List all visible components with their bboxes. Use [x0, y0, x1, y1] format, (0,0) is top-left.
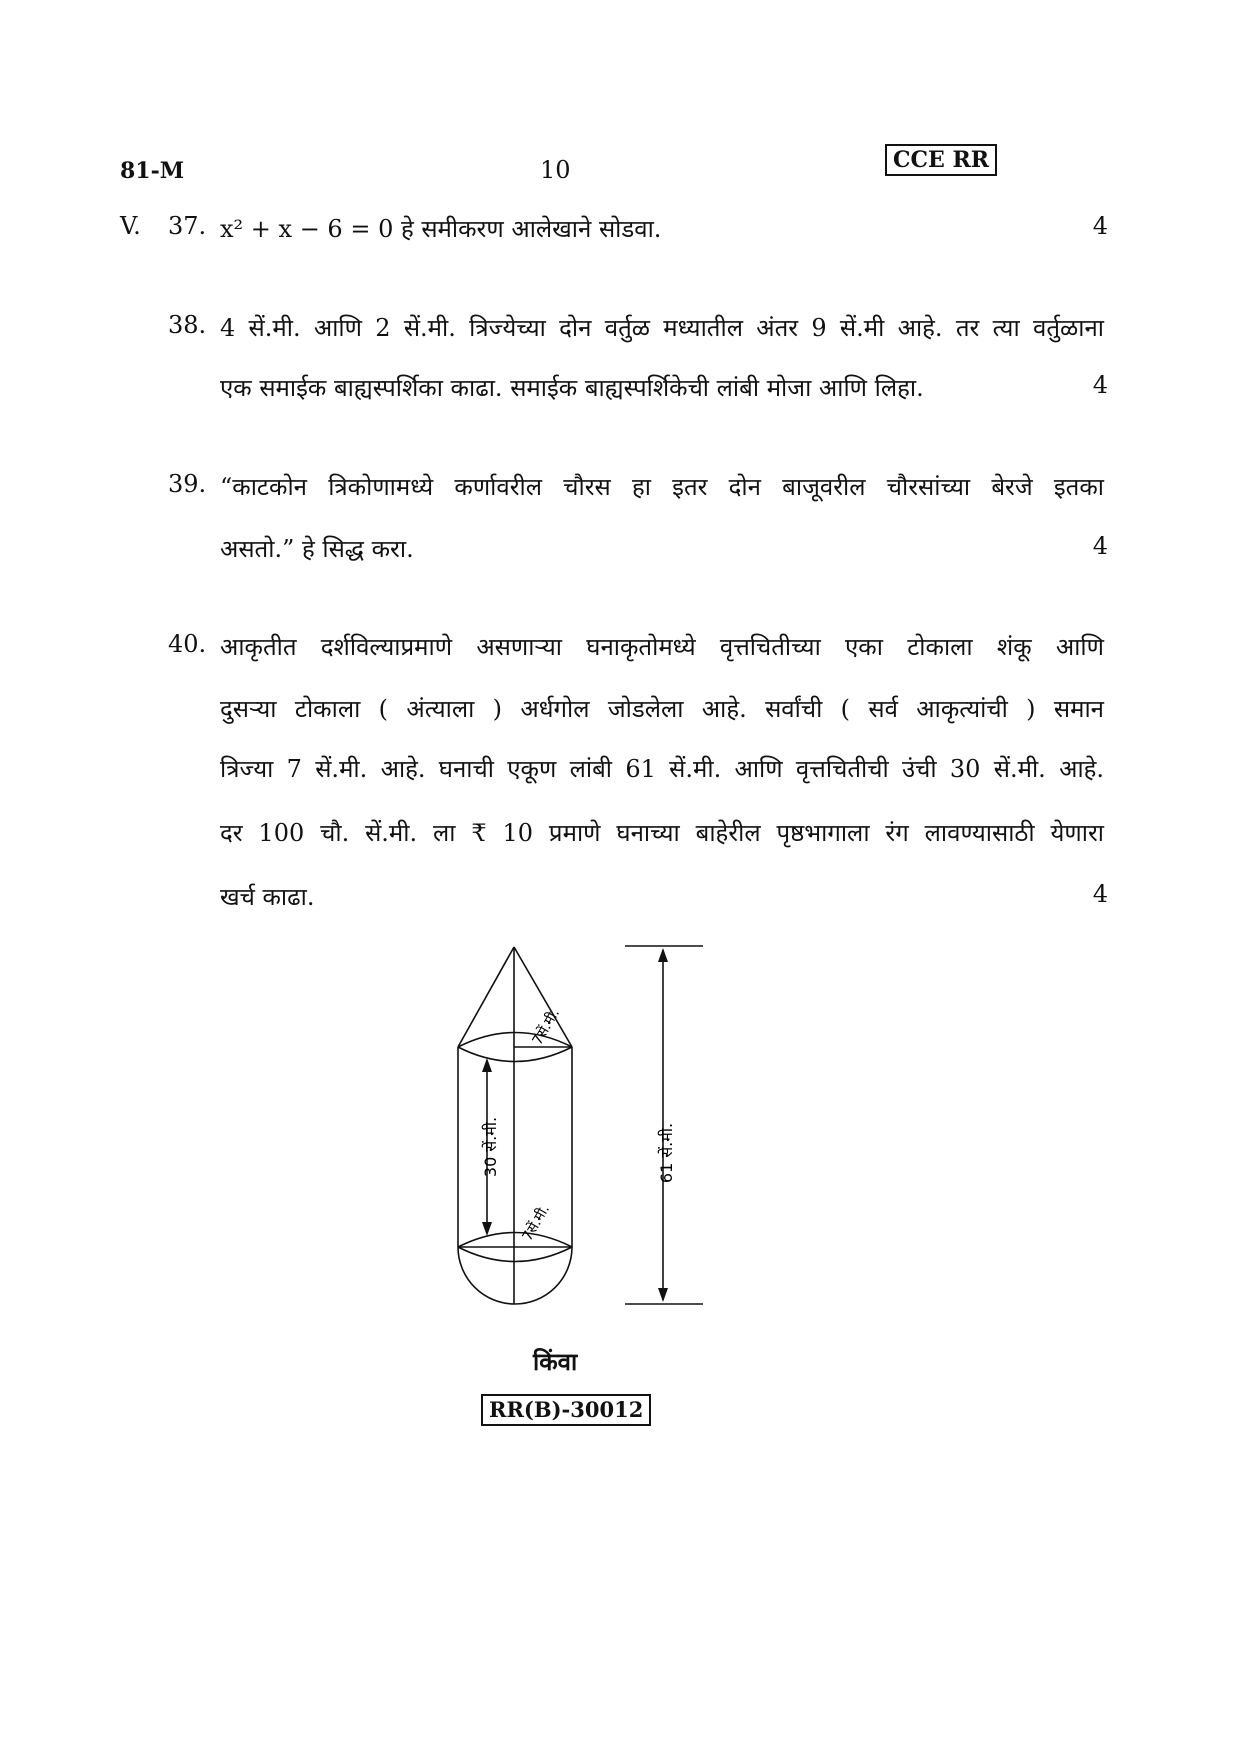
bottom-ellipse-upper: [458, 1233, 572, 1248]
paper-code: 81-M: [120, 158, 185, 184]
question-text-line: असतो.” हे सिद्ध करा.: [220, 535, 414, 563]
footer-code: RR(B)-30012: [481, 1394, 651, 1426]
question-number: 37.: [168, 212, 207, 240]
or-text: किंवा: [533, 1347, 578, 1376]
exam-code: CCE RR: [885, 144, 997, 176]
section-label: V.: [120, 212, 141, 240]
page-number: 10: [540, 156, 571, 184]
cylinder-height-label: 30 सें.मी.: [481, 1116, 500, 1178]
arrowhead-down: [658, 1288, 668, 1302]
top-ellipse-lower: [458, 1047, 572, 1062]
question-marks: 4: [1092, 371, 1108, 399]
bottom-radius-label: 7सें.मी.: [519, 1201, 554, 1244]
question-number: 40.: [168, 630, 207, 658]
question-marks: 4: [1092, 880, 1108, 908]
arrowhead-down: [482, 1222, 492, 1236]
bottom-ellipse-lower: [458, 1247, 572, 1262]
arrowhead-up: [482, 1058, 492, 1072]
question-text-line: x² + x − 6 = 0 हे समीकरण आलेखाने सोडवा.: [220, 215, 662, 243]
question-text-line: खर्च काढा.: [220, 883, 315, 911]
question-number: 39.: [168, 470, 207, 498]
question-text-line: आकृतीत दर्शविल्याप्रमाणे असणाऱ्या घनाकृतोमध्ये वृत्तचितीच्या एका टोकाला शंकू आणि: [220, 633, 1104, 661]
question-text-line: दर 100 चौ. सें.मी. ला ₹ 10 प्रमाणे घनाच्या बाहेरील पृष्ठभागाला रंग लावण्यासाठी येणारा: [220, 819, 1104, 847]
arrowhead-up: [658, 948, 668, 962]
question-text-line: त्रिज्या 7 सें.मी. आहे. घनाची एकूण लांबी 61 सें.मी. आणि वृत्तचितीची उंची 30 सें.मी. आहे.: [220, 755, 1104, 783]
question-number: 38.: [168, 311, 207, 339]
solid-figure: [420, 930, 820, 1330]
question-text-line: 4 सें.मी. आणि 2 सें.मी. त्रिज्येच्या दोन वर्तुळ मध्यातील अंतर 9 सें.मी आहे. तर त्या वर्तुळाना: [220, 314, 1104, 342]
top-ellipse-upper: [458, 1033, 572, 1048]
top-radius-label: 7सें.मी.: [529, 1005, 564, 1048]
question-text-line: एक समाईक बाह्यस्पर्शिका काढा. समाईक बाह्यस्पर्शिकेची लांबी मोजा आणि लिहा.: [220, 374, 924, 402]
hemisphere-outline: [458, 1247, 572, 1304]
question-marks: 4: [1092, 532, 1108, 560]
question-text-line: “काटकोन त्रिकोणामध्ये कर्णावरील चौरस हा इतर दोन बाजूवरील चौरसांच्या बेरजे इतका: [220, 473, 1104, 501]
question-text-line: दुसऱ्या टोकाला ( अंत्याला ) अर्धगोल जोडलेला आहे. सर्वांची ( सर्व आकृत्यांची ) समान: [220, 695, 1104, 723]
question-marks: 4: [1092, 212, 1108, 240]
total-length-label: 61 सें.मी.: [657, 1122, 676, 1184]
cone-left-edge: [458, 947, 514, 1047]
